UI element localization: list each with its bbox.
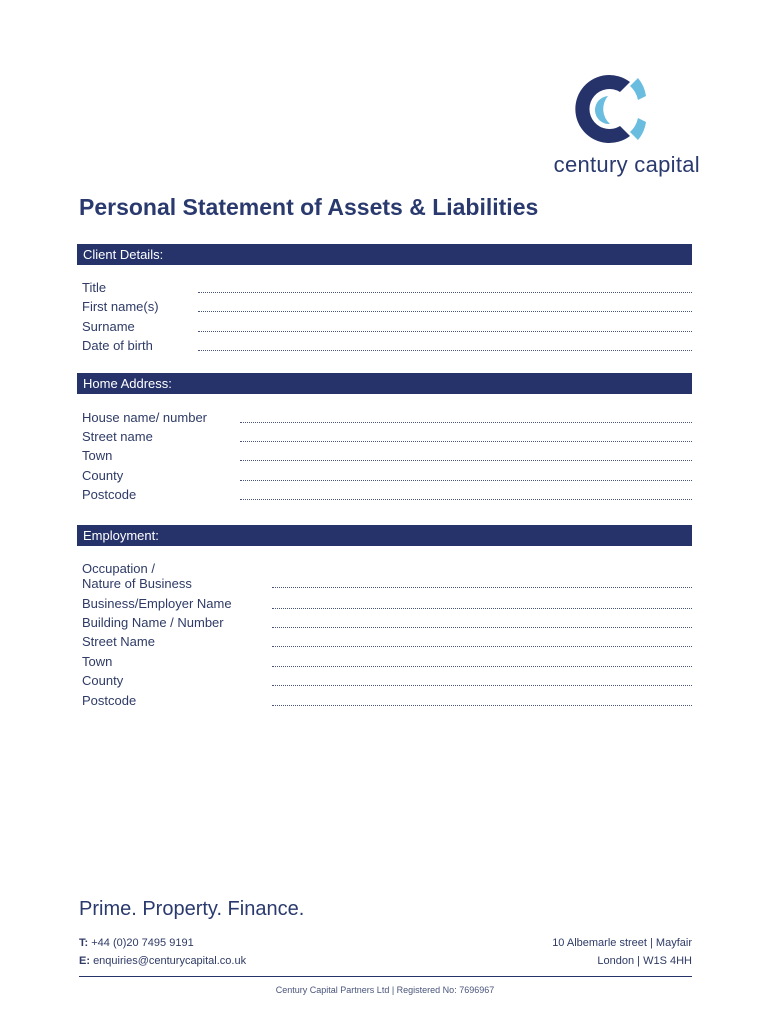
- field-label: Business/Employer Name: [82, 596, 232, 611]
- employer-town-entry-line[interactable]: [272, 666, 692, 667]
- phone-number: +44 (0)20 7495 9191: [91, 937, 194, 949]
- field-street-name: [82, 429, 692, 447]
- address-line-2: London | W1S 4HH: [597, 955, 692, 967]
- field-house-name-number: [82, 410, 692, 428]
- field-label: Street name: [82, 429, 153, 444]
- first-names-entry-line[interactable]: [198, 311, 692, 312]
- field-first-names: [82, 299, 692, 317]
- field-occupation: [82, 561, 692, 595]
- company-registration: Century Capital Partners Ltd | Registered No: 7696967: [275, 985, 495, 995]
- field-surname: [82, 319, 692, 337]
- field-county: [82, 468, 692, 486]
- employer-street-entry-line[interactable]: [272, 646, 692, 647]
- address-line-1: 10 Albemarle street | Mayfair: [552, 937, 692, 949]
- town-entry-line[interactable]: [240, 460, 692, 461]
- email-address: enquiries@centurycapital.co.uk: [93, 955, 247, 967]
- field-label: County: [82, 673, 124, 688]
- postcode-entry-line[interactable]: [240, 499, 692, 500]
- section-header-employment: Employment:: [77, 525, 692, 546]
- phone-line: [79, 934, 246, 952]
- occupation-entry-line[interactable]: [272, 587, 692, 588]
- phone-label: T:: [79, 937, 89, 949]
- field-label: Date of birth: [82, 338, 153, 353]
- field-label: Nature of Business: [82, 576, 192, 591]
- field-label: Postcode: [82, 487, 137, 502]
- field-label: Occupation /: [82, 561, 155, 576]
- section-header-client-details: Client Details:: [77, 244, 692, 265]
- field-employer-street-name: [82, 634, 692, 652]
- contact-details: [79, 934, 246, 970]
- field-employer-town: [82, 654, 692, 672]
- footer-divider: [79, 976, 692, 977]
- county-entry-line[interactable]: [240, 480, 692, 481]
- field-town: [82, 448, 692, 466]
- email-label: E:: [79, 955, 90, 967]
- field-label: House name/ number: [82, 410, 208, 425]
- field-employer-county: [82, 673, 692, 691]
- field-label: Postcode: [82, 693, 137, 708]
- tagline: Prime. Property. Finance.: [79, 898, 305, 920]
- field-label: County: [82, 468, 124, 483]
- title-entry-line[interactable]: [198, 292, 692, 293]
- field-postcode: [82, 487, 692, 505]
- field-building-name-number: [82, 615, 692, 633]
- cc-logo-icon: [560, 66, 656, 152]
- brand-name: century capital: [553, 152, 700, 177]
- field-employer-postcode: [82, 693, 692, 711]
- page-title: Personal Statement of Assets & Liabilities: [79, 194, 539, 220]
- field-label: Title: [82, 280, 107, 295]
- century-capital-logo: [520, 66, 700, 181]
- employer-name-entry-line[interactable]: [272, 608, 692, 609]
- field-title: [82, 280, 692, 298]
- field-label: Building Name / Number: [82, 615, 224, 630]
- building-entry-line[interactable]: [272, 627, 692, 628]
- date-of-birth-entry-line[interactable]: [198, 350, 692, 351]
- office-address: [552, 934, 692, 970]
- employer-county-entry-line[interactable]: [272, 685, 692, 686]
- field-employer-name: [82, 596, 692, 614]
- field-label: Town: [82, 654, 113, 669]
- street-name-entry-line[interactable]: [240, 441, 692, 442]
- field-label: First name(s): [82, 299, 159, 314]
- field-label: Town: [82, 448, 113, 463]
- employer-postcode-entry-line[interactable]: [272, 705, 692, 706]
- surname-entry-line[interactable]: [198, 331, 692, 332]
- house-name-entry-line[interactable]: [240, 422, 692, 423]
- field-date-of-birth: [82, 338, 692, 356]
- email-line: [79, 952, 246, 970]
- field-label: Street Name: [82, 634, 155, 649]
- field-label: Surname: [82, 319, 135, 334]
- section-header-home-address: Home Address:: [77, 373, 692, 394]
